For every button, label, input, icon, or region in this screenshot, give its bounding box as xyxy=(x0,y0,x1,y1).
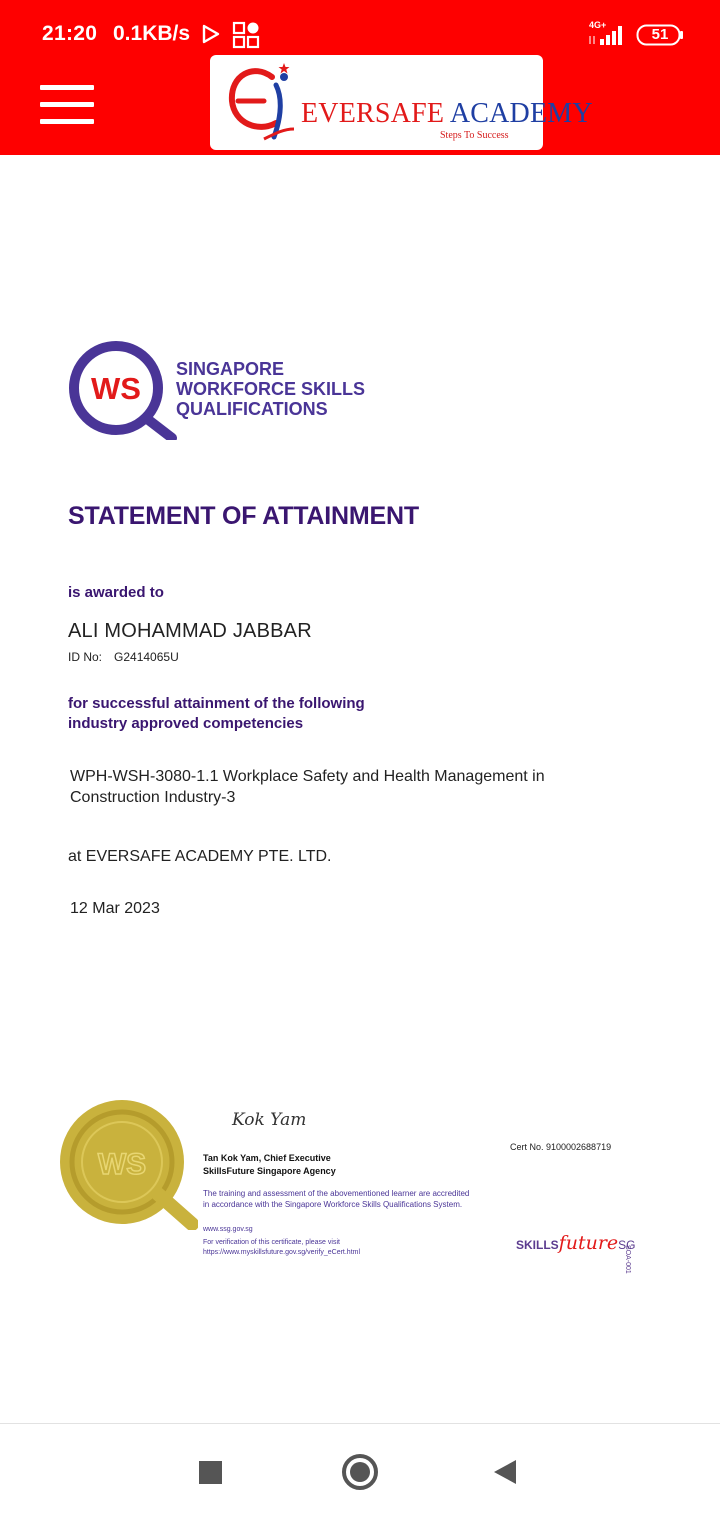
gold-seal-icon xyxy=(58,1098,198,1230)
play-icon xyxy=(202,24,220,44)
accreditation-note: The training and assessment of the abovementioned learner are accredited in accordance with the Singapore Workforce Skills Qualifications System. xyxy=(203,1189,470,1209)
attainment-statement: for successful attainment of the following industry approved competencies xyxy=(68,695,365,732)
skillsfuture-logo: SKILLSfutureSG xyxy=(516,1232,636,1254)
ssg-website-link[interactable]: www.ssg.gov.sg xyxy=(203,1226,253,1233)
verification-note: For verification of this certificate, please visit https://www.myskillsfuture.gov.sg/verify_eCert.html xyxy=(203,1239,361,1256)
app-grid-icon xyxy=(232,21,260,49)
status-bar xyxy=(0,0,720,60)
svg-text:WS: WS xyxy=(91,371,141,406)
id-number: ID No: G2414065U xyxy=(68,650,179,664)
brand-logo[interactable] xyxy=(210,55,593,150)
network-speed: 0.1KB/s xyxy=(113,22,191,45)
wsq-logo-icon xyxy=(66,340,178,440)
verification-link[interactable]: https://www.myskillsfuture.gov.sg/verify_eCert.html xyxy=(203,1249,361,1256)
battery-level: 51 xyxy=(651,26,669,43)
signatory: Tan Kok Yam, Chief Executive SkillsFuture Singapore Agency xyxy=(203,1153,336,1176)
recipient-name: ALI MOHAMMAD JABBAR xyxy=(68,620,312,642)
brand-name: EVERSAFE ACADEMY xyxy=(301,98,593,129)
hamburger-icon xyxy=(40,85,94,90)
course-title: WPH-WSH-3080-1.1 Workplace Safety and Health Management in Construction Industry-3 xyxy=(70,768,545,806)
recent-apps-button[interactable] xyxy=(199,1461,222,1484)
form-code: SOA-001 xyxy=(624,1245,631,1274)
brand-tagline: Steps To Success xyxy=(440,130,509,141)
svg-text:WS: WS xyxy=(97,1148,147,1181)
certificate-title: STATEMENT OF ATTAINMENT xyxy=(68,502,419,530)
certificate-number: Cert No. 9100002688719 xyxy=(510,1142,612,1152)
nav-divider xyxy=(0,1423,720,1424)
home-button[interactable] xyxy=(341,1453,379,1491)
award-date: 12 Mar 2023 xyxy=(70,900,160,917)
back-button[interactable] xyxy=(492,1458,518,1486)
wsq-organisation: SINGAPORE WORKFORCE SKILLS QUALIFICATIONS xyxy=(176,359,365,419)
signature: Kok Yam xyxy=(232,1110,307,1130)
menu-button[interactable] xyxy=(40,85,94,125)
institution: at EVERSAFE ACADEMY PTE. LTD. xyxy=(68,848,332,865)
signal-icon xyxy=(586,20,630,48)
app-header xyxy=(0,0,720,155)
network-type: 4G+ xyxy=(589,20,607,30)
awarded-to-label: is awarded to xyxy=(68,584,164,601)
academy-logo-icon xyxy=(224,57,296,145)
status-time: 21:20 xyxy=(42,22,98,45)
